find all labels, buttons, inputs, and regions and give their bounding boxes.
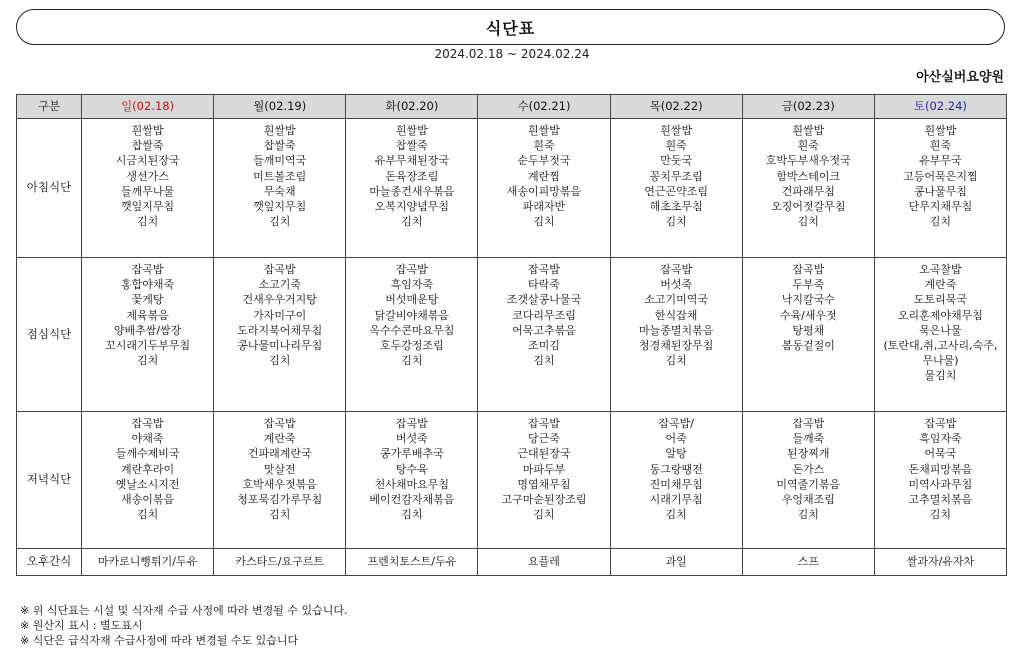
menu-item: 옛날소시지전 bbox=[115, 477, 180, 491]
menu-item: 김치 bbox=[797, 215, 819, 229]
menu-item: 계란후라이 bbox=[121, 462, 175, 476]
menu-item: 잡곡밥/ bbox=[658, 417, 694, 430]
menu-item: 건새우우거지탕 bbox=[242, 293, 317, 307]
menu-item: 두부죽 bbox=[792, 278, 825, 292]
menu-item: 잡곡밥 bbox=[660, 263, 693, 276]
header-day-mon: 월(02.19) bbox=[214, 95, 346, 119]
menu-item: 김치 bbox=[401, 508, 423, 522]
menu-item: 과일 bbox=[665, 555, 687, 569]
menu-item: 생선가스 bbox=[126, 169, 169, 183]
menu-item: 들깨무나물 bbox=[121, 184, 175, 198]
menu-item: 어묵국 bbox=[924, 447, 957, 461]
menu-item: 돈육장조림 bbox=[385, 169, 439, 183]
menu-item: 마파두부 bbox=[522, 462, 566, 476]
menu-cell-lunch-fri bbox=[742, 258, 874, 412]
menu-item: 흰쌀밥 bbox=[924, 124, 957, 137]
header-day-wed: 수(02.21) bbox=[478, 95, 610, 119]
meal-row-dinner bbox=[17, 412, 1007, 549]
meal-label: 점심식단 bbox=[17, 258, 82, 412]
menu-item: 흰쌀밥 bbox=[131, 124, 164, 137]
menu-item: 미트볼조림 bbox=[253, 169, 307, 183]
menu-item: 제육볶음 bbox=[126, 308, 169, 322]
menu-item: 콩가루배추국 bbox=[379, 447, 444, 461]
menu-item: 흰죽 bbox=[797, 139, 819, 153]
menu-item: 김치 bbox=[929, 215, 952, 229]
menu-item: 김치 bbox=[665, 215, 687, 229]
menu-item: 잡곡밥 bbox=[263, 263, 296, 276]
menu-cell-dinner-thu bbox=[610, 412, 742, 549]
note-line: ※ 원산지 표시 : 별도표시 bbox=[20, 619, 143, 632]
menu-item: 천사채마요무침 bbox=[374, 477, 450, 491]
menu-item: 홍합야채죽 bbox=[121, 278, 175, 292]
menu-item: 잡곡밥 bbox=[131, 263, 164, 276]
menu-cell-lunch-sat bbox=[874, 258, 1006, 412]
menu-item: 흰죽 bbox=[929, 139, 952, 153]
menu-item: 고등어묵은지찜 bbox=[903, 169, 978, 183]
meal-label: 아침식단 bbox=[17, 119, 82, 258]
menu-item: 찹쌀죽 bbox=[395, 139, 428, 153]
menu-item: 프렌치토스트/두유 bbox=[367, 555, 457, 569]
menu-cell-breakfast-tue bbox=[346, 119, 478, 258]
menu-item: 어죽 bbox=[665, 432, 687, 446]
menu-item: 마늘종건새우볶음 bbox=[369, 184, 455, 198]
menu-item: 만둣국 bbox=[660, 154, 693, 168]
menu-item: 김치 bbox=[533, 215, 555, 229]
menu-cell-dinner-tue bbox=[346, 412, 478, 549]
note-line: ※ 위 식단표는 시설 및 식자재 수급 사정에 따라 변경될 수 있습니다. bbox=[20, 604, 348, 617]
header-day-sat: 토(02.24) bbox=[874, 95, 1006, 119]
menu-item: 소고기미역국 bbox=[644, 293, 709, 307]
menu-cell-breakfast-sat bbox=[874, 119, 1006, 258]
menu-item: 탕수육 bbox=[395, 462, 428, 476]
menu-cell-snack-fri bbox=[742, 549, 874, 576]
menu-item: 꽁치무조림 bbox=[649, 169, 703, 183]
menu-item: 카스타드/요구르트 bbox=[235, 555, 325, 569]
page-title: 식단표 bbox=[485, 18, 536, 38]
menu-cell-snack-wed bbox=[478, 549, 610, 576]
menu-item: 스프 bbox=[797, 555, 819, 569]
menu-item: 고구마순된장조림 bbox=[501, 493, 587, 507]
menu-item: 요플레 bbox=[528, 555, 560, 569]
menu-item: 해초초무침 bbox=[649, 200, 703, 214]
menu-item: 깻잎지무침 bbox=[121, 200, 175, 214]
header-corner: 구분 bbox=[17, 95, 82, 119]
menu-cell-snack-mon bbox=[214, 549, 346, 576]
menu-item: 계란찜 bbox=[528, 169, 560, 183]
menu-item: 탕평채 bbox=[792, 323, 825, 337]
menu-item: 청포묵김가루무침 bbox=[237, 493, 323, 507]
menu-cell-snack-tue bbox=[346, 549, 478, 576]
menu-item: 동그랑땡전 bbox=[649, 462, 703, 476]
menu-item: 고추멸치볶음 bbox=[908, 493, 973, 507]
menu-item: 봄동겉절이 bbox=[781, 339, 835, 353]
menu-item: 김치 bbox=[136, 508, 159, 522]
menu-item: 마늘종멸치볶음 bbox=[638, 323, 714, 337]
menu-item: 돈가스 bbox=[792, 462, 825, 476]
menu-item: 흰죽 bbox=[533, 139, 555, 153]
menu-item: 청경채된장무침 bbox=[638, 339, 714, 353]
menu-item: 우엉채조림 bbox=[781, 493, 835, 507]
menu-item: 깻잎지무침 bbox=[253, 200, 307, 214]
menu-cell-dinner-fri bbox=[742, 412, 874, 549]
menu-item: 닭갈비야채볶음 bbox=[374, 308, 450, 322]
menu-item: 버섯죽 bbox=[660, 278, 693, 292]
menu-item: 오복지양념무침 bbox=[374, 200, 450, 214]
menu-cell-breakfast-thu bbox=[610, 119, 742, 258]
meal-row-breakfast bbox=[17, 119, 1007, 258]
menu-cell-breakfast-mon bbox=[214, 119, 346, 258]
menu-item: 잡곡밥 bbox=[924, 417, 957, 430]
menu-item: 도라지북어채무침 bbox=[237, 323, 323, 337]
facility-name: 아산실버요양원 bbox=[916, 70, 1004, 85]
menu-item: 김치 bbox=[136, 354, 159, 368]
menu-cell-breakfast-wed bbox=[478, 119, 610, 258]
menu-item: 흰쌀밥 bbox=[528, 124, 560, 137]
menu-item: 호박새우젓볶음 bbox=[242, 477, 317, 491]
menu-cell-breakfast-sun bbox=[82, 119, 214, 258]
menu-item: 미역사과무침 bbox=[908, 477, 973, 491]
header-day-thu: 목(02.22) bbox=[610, 95, 742, 119]
menu-item: 흰쌀밥 bbox=[792, 124, 825, 137]
menu-item: 건파래계란국 bbox=[247, 447, 312, 461]
menu-table bbox=[16, 94, 1007, 576]
menu-item: 꽃게탕 bbox=[131, 293, 164, 307]
menu-item: 계란죽 bbox=[263, 432, 296, 446]
menu-item: 호박두부새우젓국 bbox=[765, 154, 851, 168]
menu-item: 연근곤약조림 bbox=[644, 184, 709, 198]
menu-item: 버섯죽 bbox=[395, 432, 428, 446]
menu-item: 도토리묵국 bbox=[913, 293, 967, 307]
menu-item: 새송이피망볶음 bbox=[506, 184, 582, 198]
menu-item: 쌀과자/유자차 bbox=[906, 555, 975, 569]
menu-item: 김치 bbox=[269, 215, 291, 229]
menu-item: 버섯매운탕 bbox=[385, 293, 439, 307]
menu-item: 된장찌개 bbox=[787, 447, 830, 461]
menu-cell-lunch-thu bbox=[610, 258, 742, 412]
menu-item: 옥수수콘마요무침 bbox=[369, 323, 455, 337]
title-banner bbox=[16, 9, 1005, 45]
menu-item: 진미채무침 bbox=[649, 477, 703, 491]
menu-item: 함박스테이크 bbox=[776, 169, 841, 183]
menu-cell-lunch-mon bbox=[214, 258, 346, 412]
menu-cell-snack-sat bbox=[874, 549, 1006, 576]
menu-item: 조갯살콩나물국 bbox=[506, 293, 582, 307]
menu-item: 시래기무침 bbox=[649, 493, 703, 507]
menu-item: 찹쌀죽 bbox=[263, 139, 296, 153]
menu-item: 김치 bbox=[269, 508, 291, 522]
menu-item: 흑임자죽 bbox=[919, 432, 962, 446]
menu-item: 꼬시래기두부무침 bbox=[105, 339, 191, 353]
menu-item: 들깨미역국 bbox=[253, 154, 307, 168]
menu-item: 수육/새우젓 bbox=[779, 308, 837, 322]
menu-item: 단무지채무침 bbox=[908, 200, 973, 214]
menu-item: 김치 bbox=[136, 215, 159, 229]
menu-item: 계란죽 bbox=[924, 278, 957, 292]
menu-item: 흰쌀밥 bbox=[660, 124, 693, 137]
menu-cell-dinner-sat bbox=[874, 412, 1006, 549]
menu-item: 미역줄기볶음 bbox=[776, 477, 841, 491]
menu-item: 잡곡밥 bbox=[528, 417, 560, 430]
menu-item: 타락죽 bbox=[528, 278, 560, 292]
menu-item: 묵은나물 bbox=[919, 323, 962, 337]
menu-item: 맛살전 bbox=[263, 462, 296, 476]
menu-item: 마카로니뻥튀기/두유 bbox=[97, 555, 198, 569]
menu-item: 콩나물미나리무침 bbox=[237, 339, 323, 353]
menu-item: 근대된장국 bbox=[517, 447, 571, 461]
menu-item: 양배추쌈/쌈장 bbox=[113, 323, 182, 337]
menu-item: 찹쌀죽 bbox=[131, 139, 164, 153]
meal-row-snack bbox=[17, 549, 1007, 576]
header-day-sun: 일(02.18) bbox=[82, 95, 214, 119]
header-day-fri: 금(02.23) bbox=[742, 95, 874, 119]
menu-item: 김치 bbox=[797, 508, 819, 522]
menu-item: 김치 bbox=[929, 508, 952, 522]
menu-item: 잡곡밥 bbox=[395, 263, 428, 276]
menu-item: 오곡찰밥 bbox=[919, 263, 962, 276]
menu-item: 오리훈제야채무침 bbox=[897, 308, 983, 322]
menu-item: 가자미구이 bbox=[253, 308, 307, 322]
header-day-tue: 화(02.20) bbox=[346, 95, 478, 119]
menu-item: 호두강정조림 bbox=[379, 339, 444, 353]
menu-cell-dinner-mon bbox=[214, 412, 346, 549]
menu-item: 잡곡밥 bbox=[395, 417, 428, 430]
menu-item: 돈채피망볶음 bbox=[908, 462, 973, 476]
menu-item: (토란대,취,고사리,숙주,무나물) bbox=[883, 339, 998, 368]
menu-item: 잡곡밥 bbox=[131, 417, 164, 430]
menu-item: 김치 bbox=[269, 354, 291, 368]
menu-cell-lunch-sun bbox=[82, 258, 214, 412]
menu-item: 잡곡밥 bbox=[528, 263, 560, 276]
menu-cell-dinner-sun bbox=[82, 412, 214, 549]
menu-item: 당근죽 bbox=[528, 432, 560, 446]
menu-item: 베이컨감자채볶음 bbox=[369, 493, 455, 507]
menu-item: 들깨죽 bbox=[792, 432, 825, 446]
menu-item: 한식잡채 bbox=[654, 308, 698, 322]
menu-item: 김치 bbox=[401, 354, 423, 368]
menu-item: 콩나물무침 bbox=[913, 184, 967, 198]
menu-item: 조미김 bbox=[528, 339, 560, 353]
menu-item: 순두부젓국 bbox=[517, 154, 571, 168]
menu-cell-snack-sun bbox=[82, 549, 214, 576]
menu-item: 김치 bbox=[533, 508, 555, 522]
meal-label: 저녁식단 bbox=[17, 412, 82, 549]
menu-item: 흰쌀밥 bbox=[395, 124, 428, 137]
menu-item: 흰쌀밥 bbox=[263, 124, 296, 137]
menu-item: 잡곡밥 bbox=[792, 263, 825, 276]
menu-item: 흰죽 bbox=[665, 139, 687, 153]
meal-label: 오후간식 bbox=[17, 549, 82, 576]
menu-item: 명엽채무침 bbox=[517, 477, 571, 491]
menu-item: 잡곡밥 bbox=[792, 417, 825, 430]
menu-item: 무숙채 bbox=[263, 184, 296, 198]
menu-cell-breakfast-fri bbox=[742, 119, 874, 258]
menu-item: 흑임자죽 bbox=[390, 278, 434, 292]
header-row bbox=[17, 95, 1007, 119]
menu-cell-dinner-wed bbox=[478, 412, 610, 549]
menu-item: 코다리무조림 bbox=[512, 308, 576, 322]
menu-item: 어묵고추볶음 bbox=[512, 323, 576, 337]
menu-item: 오징어젓갈무침 bbox=[771, 200, 846, 214]
menu-item: 김치 bbox=[401, 215, 423, 229]
menu-item: 잡곡밥 bbox=[263, 417, 296, 430]
menu-item: 들깨수제비국 bbox=[115, 447, 180, 461]
menu-item: 새송이볶음 bbox=[121, 493, 175, 507]
menu-item: 김치 bbox=[665, 508, 687, 522]
menu-item: 야채죽 bbox=[131, 432, 164, 446]
note-line: ※ 식단은 급식자재 수급사정에 따라 변경될 수도 있습니다 bbox=[20, 634, 299, 647]
menu-cell-lunch-wed bbox=[478, 258, 610, 412]
menu-cell-lunch-tue bbox=[346, 258, 478, 412]
menu-item: 김치 bbox=[533, 354, 555, 368]
notes bbox=[20, 603, 347, 648]
menu-item: 유부무국 bbox=[919, 154, 962, 168]
menu-item: 시금치된장국 bbox=[115, 154, 180, 168]
menu-item: 낙지칼국수 bbox=[781, 293, 835, 307]
menu-item: 소고기죽 bbox=[258, 278, 301, 292]
meal-row-lunch bbox=[17, 258, 1007, 412]
menu-item: 김치 bbox=[665, 354, 687, 368]
period-range: 2024.02.18 ~ 2024.02.24 bbox=[434, 47, 590, 61]
menu-cell-snack-thu bbox=[610, 549, 742, 576]
menu-item: 건파래무침 bbox=[781, 184, 835, 198]
menu-item: 알탕 bbox=[665, 447, 687, 461]
menu-item: 파래자반 bbox=[522, 200, 566, 214]
menu-item: 유부무채된장국 bbox=[374, 154, 450, 168]
menu-item: 물김치 bbox=[924, 369, 957, 383]
